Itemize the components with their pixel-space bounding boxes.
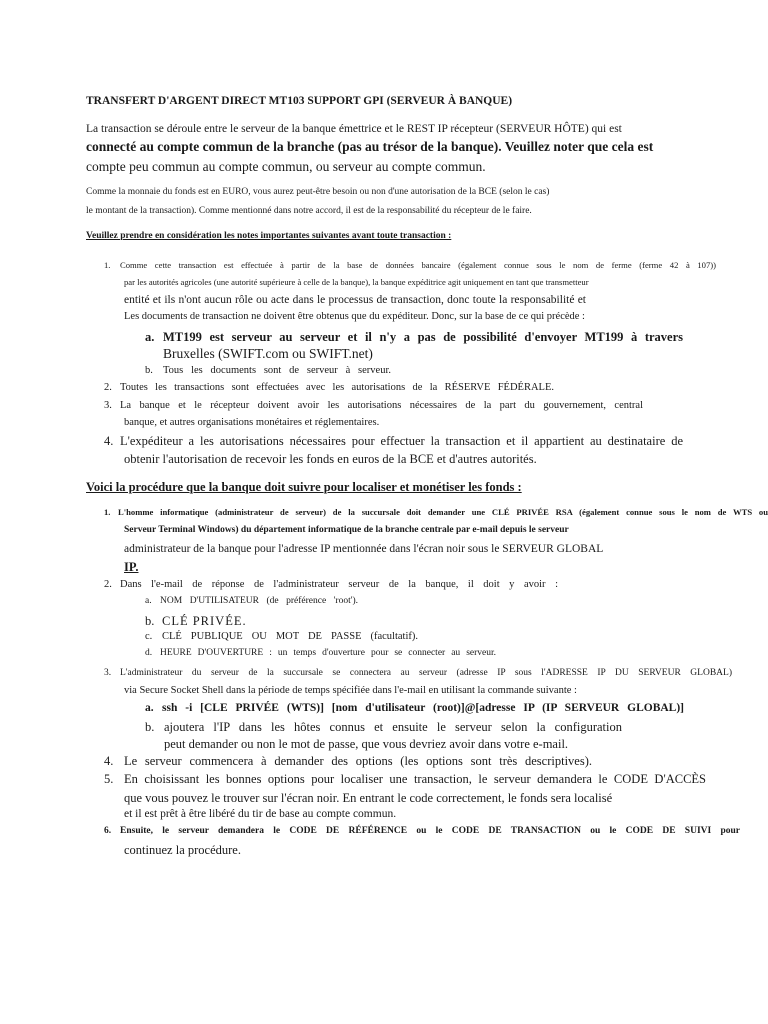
step-2d-marker: d. — [145, 648, 153, 658]
euro-line-2: le montant de la transaction). Comme mentionné dans notre accord, il est de la responsabilité du récepteur de le faire. — [86, 206, 532, 216]
step-2-text: Dans l'e-mail de réponse de l'administrateur serveur de la banque, il doit y avoir : — [120, 579, 558, 590]
note-1-line-3: entité et ils n'ont aucun rôle ou acte dans le processus de transaction, donc toute la responsabilité et — [124, 294, 586, 306]
step-1-line-1: L'homme informatique (administrateur de serveur) de la succursale doit demander une CLÉ PRIVÉE RSA (également connue sous le nom de WTS ou — [118, 507, 768, 517]
step-2c-text: CLÉ PUBLIQUE OU MOT DE PASSE (facultatif). — [162, 631, 418, 642]
note-1-line-4: Les documents de transaction ne doivent être obtenus que du expéditeur. Donc, sur la base de ce qui précède : — [124, 311, 585, 322]
intro-line-3: compte peu commun au compte commun, ou serveur au compte commun. — [86, 159, 486, 174]
note-1a-marker: a. — [145, 330, 155, 344]
step-6-line-1: Ensuite, le serveur demandera le CODE DE RÉFÉRENCE ou le CODE DE TRANSACTION ou le CODE DE SUIVI pour — [120, 826, 740, 836]
note-4-line-2: obtenir l'autorisation de recevoir les fonds en euros de la BCE et d'autres autorités. — [124, 452, 537, 466]
intro-line-1: La transaction se déroule entre le serveur de la banque émettrice et le REST IP récepteur (SERVEUR HÔTE) qui est — [86, 123, 622, 135]
note-1-line-2: par les autorités agricoles (une autorité supérieure à celle de la banque), la banque expéditrice agit uniquement en tant que transmetteur — [124, 277, 589, 287]
step-5-line-2: que vous pouvez le trouver sur l'écran noir. En entrant le code correctement, le fonds sera localisé — [124, 791, 613, 805]
step-2a-text: NOM D'UTILISATEUR (de préférence 'root'). — [160, 596, 358, 606]
note-1a-line-1: MT199 est serveur au serveur et il n'y a pas de possibilité d'envoyer MT199 à travers — [163, 330, 683, 344]
step-1-number: 1. — [104, 507, 111, 517]
step-3b-line-1: ajoutera l'IP dans les hôtes connus et ensuite le serveur selon la configuration — [164, 720, 622, 734]
notes-heading: Veuillez prendre en considération les notes importantes suivantes avant toute transaction : — [86, 231, 452, 241]
step-2-number: 2. — [104, 579, 112, 590]
note-1b-text: Tous les documents sont de serveur à serveur. — [163, 365, 391, 376]
step-2b-marker: b. — [145, 614, 155, 628]
step-3-number: 3. — [104, 668, 112, 678]
step-3-line-2: via Secure Socket Shell dans la période de temps spécifiée dans l'e-mail en utilisant la commande suivante : — [124, 685, 577, 696]
page-title: TRANSFERT D'ARGENT DIRECT MT103 SUPPORT GPI (SERVEUR À BANQUE) — [86, 95, 513, 107]
step-3a-command: ssh -i [CLE PRIVÉE (WTS)] [nom d'utilisateur (root)]@[adresse IP (IP SERVEUR GLOBAL)] — [162, 702, 684, 714]
note-1-number: 1. — [104, 260, 111, 270]
step-4-text: Le serveur commencera à demander des options (les options sont très descriptives). — [124, 754, 592, 768]
step-3a-marker: a. — [145, 702, 154, 714]
note-1-line-1: Comme cette transaction est effectuée à partir de la base de données bancaire (également connue sous le nom de ferme (ferme 42 à 107)) — [120, 260, 716, 270]
procedure-heading: Voici la procédure que la banque doit suivre pour localiser et monétiser les fonds : — [86, 480, 522, 494]
intro-line-2: connecté au compte commun de la branche (pas au trésor de la banque). Veuillez noter que cela est — [86, 139, 654, 154]
euro-line-1: Comme la monnaie du fonds est en EURO, vous aurez peut-être besoin ou non d'une autorisation de la BCE (selon le cas) — [86, 187, 550, 197]
note-2-number: 2. — [104, 382, 112, 393]
step-5-line-3: et il est prêt à être libéré du tir de base au compte commun. — [124, 808, 397, 820]
step-5-number: 5. — [104, 772, 114, 786]
note-3-number: 3. — [104, 400, 112, 411]
step-5-line-1: En choisissant les bonnes options pour localiser une transaction, le serveur demandera le CODE D'ACCÈS — [124, 772, 706, 786]
step-2a-marker: a. — [145, 596, 152, 606]
step-3b-marker: b. — [145, 720, 155, 734]
step-1-line-4: IP. — [124, 560, 139, 574]
step-2b-text: CLÉ PRIVÉE. — [162, 614, 247, 628]
step-3-line-1: L'administrateur du serveur de la succursale se connectera au serveur (adresse IP sous l'ADRESSE IP DU SERVEUR GLOBAL) — [120, 668, 732, 678]
note-4-line-1: L'expéditeur a les autorisations nécessaires pour effectuer la transaction et il appartient au destinataire de — [120, 434, 683, 448]
step-6-number: 6. — [104, 826, 112, 836]
step-4-number: 4. — [104, 754, 114, 768]
note-1b-marker: b. — [145, 365, 153, 376]
note-2-text: Toutes les transactions sont effectuées avec les autorisations de la RÉSERVE FÉDÉRALE. — [120, 382, 554, 393]
note-3-line-2: banque, et autres organisations monétaires et réglementaires. — [124, 417, 380, 428]
step-2c-marker: c. — [145, 631, 153, 642]
note-3-line-1: La banque et le récepteur doivent avoir les autorisations nécessaires de la part du gouvernement, central — [120, 400, 643, 411]
step-3b-line-2: peut demander ou non le mot de passe, que vous devriez avoir dans votre e-mail. — [164, 737, 569, 751]
step-6-line-2: continuez la procédure. — [124, 843, 241, 857]
step-1-line-3: administrateur de la banque pour l'adresse IP mentionnée dans l'écran noir sous le SERVEUR GLOBAL — [124, 543, 604, 555]
step-2d-text: HEURE D'OUVERTURE : un temps d'ouverture pour se connecter au serveur. — [160, 648, 496, 658]
step-1-line-2: Serveur Terminal Windows) du département informatique de la branche centrale par e-mail depuis le serveur — [124, 525, 569, 535]
note-4-number: 4. — [104, 434, 114, 448]
note-1a-line-2: Bruxelles (SWIFT.com ou SWIFT.net) — [163, 346, 373, 361]
